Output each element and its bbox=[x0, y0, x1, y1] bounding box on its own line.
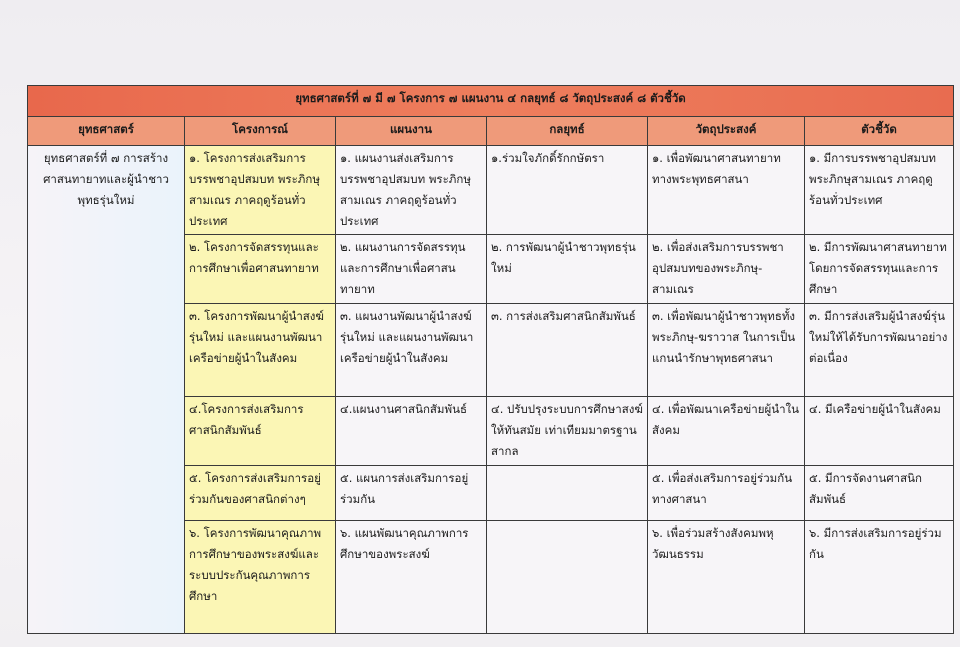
header-row bbox=[28, 117, 954, 146]
indicator-cell bbox=[805, 397, 954, 466]
project-cell bbox=[185, 235, 336, 304]
indicator-text: ๑. มีการบรรพชาอุปสมบท พระภิกษุสามเณร ภาคฤดูร้อนทั่วประเทศ bbox=[809, 151, 936, 207]
header-plan: แผนงาน bbox=[336, 117, 487, 146]
plan-text: ๑. แผนงานส่งเสริมการบรรพชาอุปสมบท พระภิกษุสามเณร ภาคฤดูร้อนทั่วประเทศ bbox=[340, 151, 471, 228]
indicator-cell bbox=[805, 146, 954, 235]
tactic-cell bbox=[487, 397, 648, 466]
plan-text: ๓. แผนงานพัฒนาผู้นำสงฆ์รุ่นใหม่ และแผนงานพัฒนาเครือข่ายผู้นำในสังคม bbox=[340, 309, 474, 365]
objective-cell bbox=[648, 235, 805, 304]
header-indicator: ตัวชี้วัด bbox=[805, 117, 954, 146]
plan-text: ๔.แผนงานศาสนิกสัมพันธ์ bbox=[340, 402, 467, 416]
objective-cell bbox=[648, 466, 805, 521]
indicator-text: ๖. มีการส่งเสริมการอยู่ร่วมกัน bbox=[809, 526, 942, 561]
objective-text: ๒. เพื่อส่งเสริมการบรรพชาอุปสมบทของพระภิกษุ-สามเณร bbox=[652, 240, 784, 296]
objective-cell bbox=[648, 397, 805, 466]
objective-cell bbox=[648, 521, 805, 634]
project-text: ๓. โครงการพัฒนาผู้นำสงฆ์รุ่นใหม่ และแผนงานพัฒนาเครือข่ายผู้นำในสังคม bbox=[189, 309, 324, 365]
project-text: ๑. โครงการส่งเสริมการบรรพชาอุปสมบท พระภิกษุสามเณร ภาคฤดูร้อนทั่วประเทศ bbox=[189, 151, 320, 228]
project-text: ๕. โครงการส่งเสริมการอยู่ร่วมกันของศาสนิกต่างๆ bbox=[189, 471, 321, 506]
project-cell bbox=[185, 521, 336, 634]
indicator-cell bbox=[805, 466, 954, 521]
indicator-text: ๒. มีการพัฒนาศาสนทายาทโดยการจัดสรรทุนและการศึกษา bbox=[809, 240, 947, 296]
header-tactic: กลยุทธ์ bbox=[487, 117, 648, 146]
tactic-cell bbox=[487, 235, 648, 304]
header-strategy: ยุทธศาสตร์ bbox=[28, 117, 185, 146]
plan-cell bbox=[336, 146, 487, 235]
objective-cell bbox=[648, 146, 805, 235]
objective-cell bbox=[648, 304, 805, 397]
objective-text: ๑. เพื่อพัฒนาศาสนทายาททางพระพุทธศาสนา bbox=[652, 151, 781, 186]
strategy-cell bbox=[28, 146, 185, 634]
plan-text: ๖. แผนพัฒนาคุณภาพการศึกษาของพระสงฆ์ bbox=[340, 526, 469, 561]
indicator-text: ๔. มีเครือข่ายผู้นำในสังคม bbox=[809, 402, 941, 416]
objective-text: ๖. เพื่อร่วมสร้างสังคมพหุวัฒนธรรม bbox=[652, 526, 774, 561]
tactic-text: ๓. การส่งเสริมศาสนิกสัมพันธ์ bbox=[491, 309, 636, 323]
tactic-cell bbox=[487, 304, 648, 397]
tactic-text: ๑.ร่วมใจภักดิ์รักกษัตรา bbox=[491, 151, 605, 165]
plan-cell bbox=[336, 304, 487, 397]
header-project: โครงการณ์ bbox=[185, 117, 336, 146]
tactic-cell bbox=[487, 146, 648, 235]
objective-text: ๕. เพื่อส่งเสริมการอยู่ร่วมกันทางศาสนา bbox=[652, 471, 793, 506]
indicator-text: ๕. มีการจัดงานศาสนิกสัมพันธ์ bbox=[809, 471, 922, 506]
table-title: ยุทธศาสตร์ที่ ๗ มี ๗ โครงการ ๗ แผนงาน ๔ กลยุทธ์ ๘ วัตถุประสงค์ ๘ ตัวชี้วัด bbox=[28, 86, 954, 117]
tactic-cell bbox=[487, 466, 648, 521]
project-text: ๒. โครงการจัดสรรทุนและการศึกษาเพื่อศาสนทายาท bbox=[189, 240, 319, 275]
table-row bbox=[28, 146, 954, 235]
plan-cell bbox=[336, 235, 487, 304]
project-cell bbox=[185, 397, 336, 466]
header-objective: วัตถุประสงค์ bbox=[648, 117, 805, 146]
objective-text: ๓. เพื่อพัฒนาผู้นำชาวพุทธทั้งพระภิกษุ-ฆราวาส ในการเป็นแกนนำรักษาพุทธศาสนา bbox=[652, 309, 796, 365]
project-cell bbox=[185, 146, 336, 235]
project-cell bbox=[185, 304, 336, 397]
indicator-cell bbox=[805, 304, 954, 397]
project-text: ๖. โครงการพัฒนาคุณภาพการศึกษาของพระสงฆ์และระบบประกันคุณภาพการศึกษา bbox=[189, 526, 322, 603]
strategy-text: ยุทธศาสตร์ที่ ๗ การสร้างศาสนทายาทและผู้นำชาวพุทธรุ่นใหม่ bbox=[43, 151, 169, 207]
tactic-text: ๒. การพัฒนาผู้นำชาวพุทธรุ่นใหม่ bbox=[491, 240, 636, 275]
indicator-cell bbox=[805, 521, 954, 634]
project-text: ๔.โครงการส่งเสริมการ ศาสนิกสัมพันธ์ bbox=[189, 402, 304, 437]
plan-text: ๕. แผนการส่งเสริมการอยู่ร่วมกัน bbox=[340, 471, 469, 506]
plan-cell bbox=[336, 466, 487, 521]
strategy-table bbox=[27, 85, 954, 634]
plan-cell bbox=[336, 397, 487, 466]
tactic-text: ๔. ปรับปรุงระบบการศึกษาสงฆ์ให้ทันสมัย เท่าเทียมมาตรฐานสากล bbox=[491, 402, 643, 458]
indicator-cell bbox=[805, 235, 954, 304]
tactic-cell bbox=[487, 521, 648, 634]
indicator-text: ๓. มีการส่งเสริมผู้นำสงฆ์รุ่นใหม่ให้ได้รับการพัฒนาอย่างต่อเนื่อง bbox=[809, 309, 948, 365]
project-cell bbox=[185, 466, 336, 521]
plan-cell bbox=[336, 521, 487, 634]
objective-text: ๔. เพื่อพัฒนาเครือข่ายผู้นำในสังคม bbox=[652, 402, 800, 437]
plan-text: ๒. แผนงานการจัดสรรทุนและการศึกษาเพื่อศาสนทายาท bbox=[340, 240, 466, 296]
